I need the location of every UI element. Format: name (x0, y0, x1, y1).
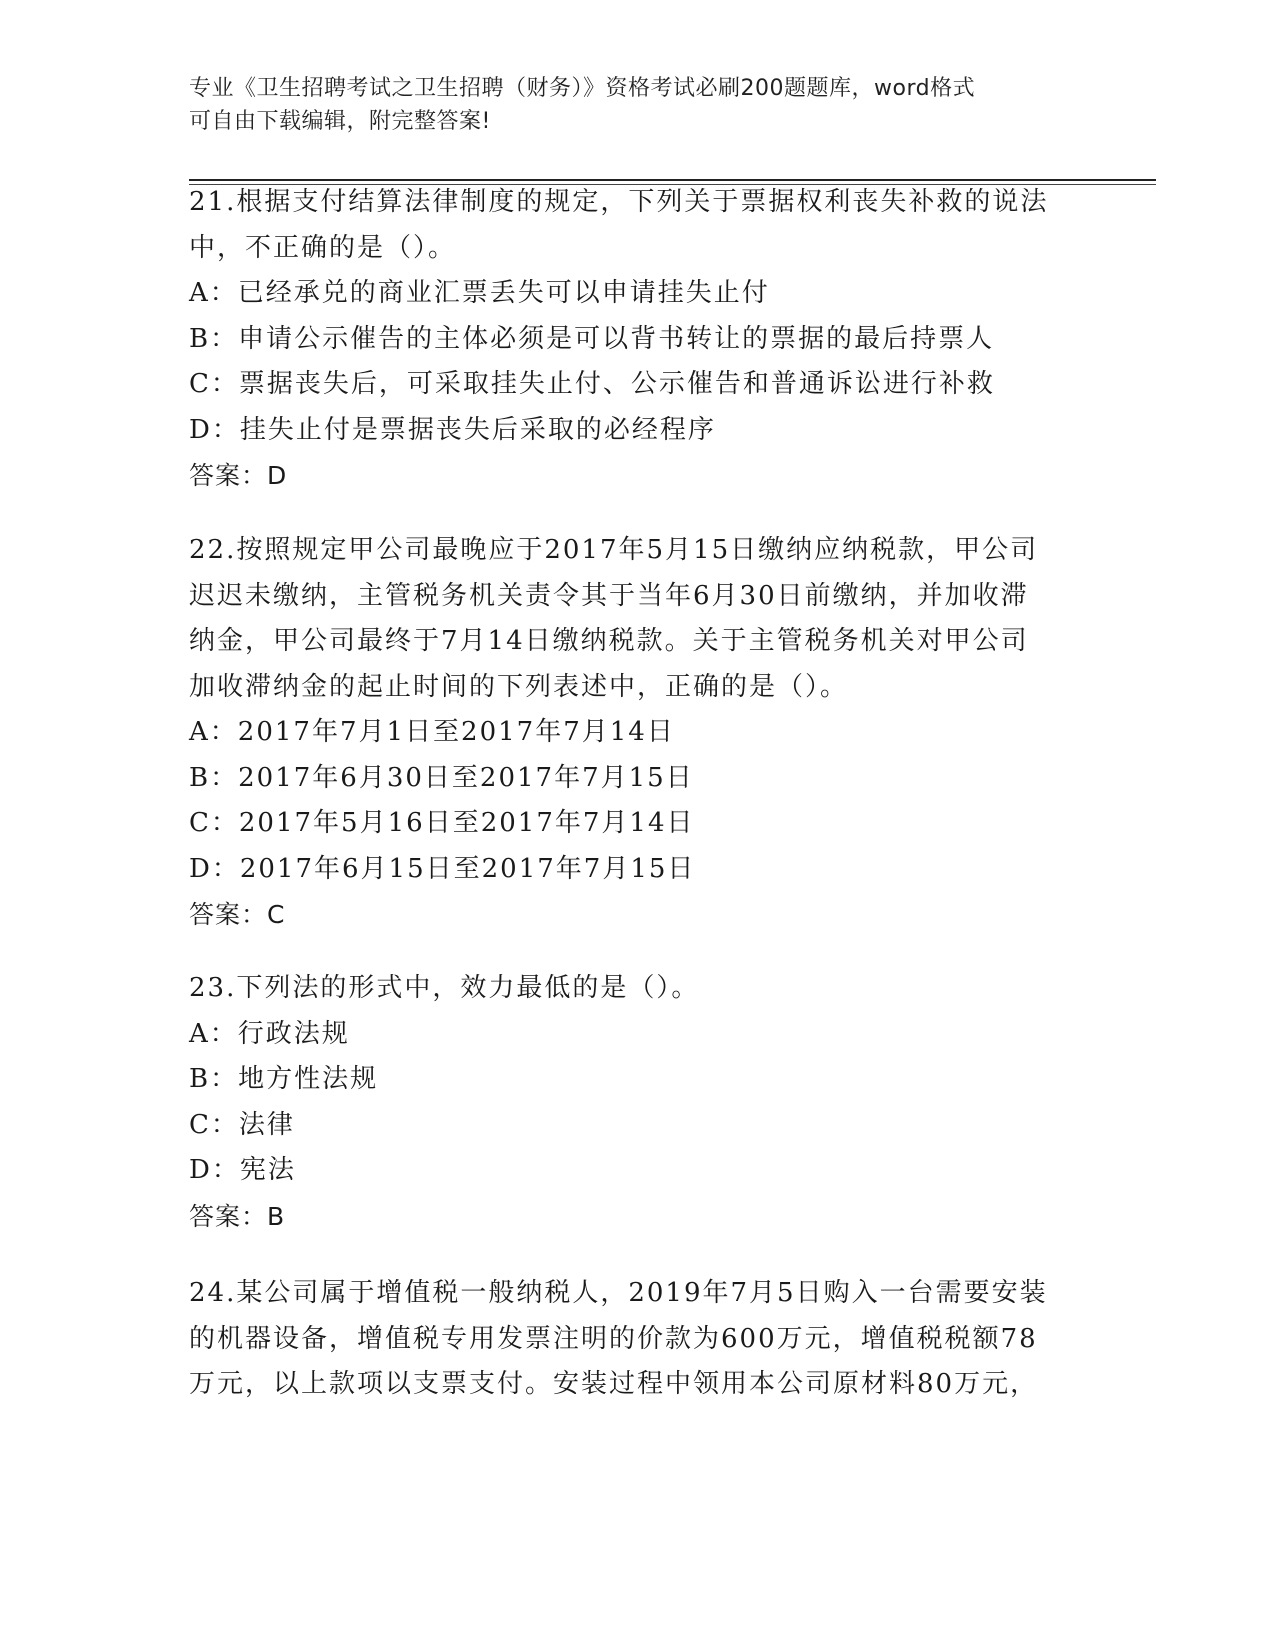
option-a: A：2017年7月1日至2017年7月14日 (189, 717, 675, 747)
answer: 答案：D (189, 461, 288, 490)
option-b: B：2017年6月30日至2017年7月15日 (189, 762, 694, 793)
option-a: A：行政法规 (189, 1018, 350, 1049)
option-d: D：2017年6月15日至2017年7月15日 (189, 853, 696, 884)
question-stem-line: 万元，以上款项以支票支付。安装过程中领用本公司原材料80万元， (189, 1369, 1039, 1399)
question-stem-line: 21.根据支付结算法律制度的规定，下列关于票据权利丧失补救的说法 (189, 187, 1049, 217)
question-stem-line: 中，不正确的是（）。 (189, 232, 457, 263)
option-c: C：票据丧失后，可采取挂失止付、公示催告和普通诉讼进行补救 (189, 369, 995, 399)
answer: 答案：C (189, 900, 286, 929)
question-stem-line: 纳金，甲公司最终于7月14日缴纳税款。关于主管税务机关对甲公司 (189, 626, 1029, 656)
question-23 (189, 966, 1089, 1239)
question-stem-line: 的机器设备，增值税专用发票注明的价款为600万元，增值税税额78 (189, 1323, 1038, 1354)
option-d: D：宪法 (189, 1155, 296, 1185)
question-stem-line: 迟迟未缴纳，主管税务机关责令其于当年6月30日前缴纳，并加收滞 (189, 580, 1029, 611)
question-21 (189, 180, 1089, 499)
header-line-2: 可自由下载编辑，附完整答案! (189, 109, 491, 134)
question-24 (189, 1271, 1089, 1408)
question-stem-line: 22.按照规定甲公司最晚应于2017年5月15日缴纳应纳税款，甲公司 (189, 535, 1039, 565)
option-b: B：申请公示催告的主体必须是可以背书转让的票据的最后持票人 (189, 323, 995, 354)
question-22 (189, 528, 1089, 938)
document-header (189, 72, 1069, 138)
option-c: C：法律 (189, 1109, 295, 1140)
question-stem-line: 加收滞纳金的起止时间的下列表述中，正确的是（）。 (189, 671, 849, 702)
question-stem-line: 23.下列法的形式中，效力最低的是（）。 (189, 973, 700, 1003)
option-d: D：挂失止付是票据丧失后采取的必经程序 (189, 414, 716, 445)
option-c: C：2017年5月16日至2017年7月14日 (189, 808, 695, 838)
option-b: B：地方性法规 (189, 1064, 379, 1094)
option-a: A：已经承兑的商业汇票丢失可以申请挂失止付 (189, 278, 770, 308)
header-line-1: 专业《卫生招聘考试之卫生招聘（财务）》资格考试必刷200题题库，word格式 (189, 76, 976, 101)
question-stem-line: 24.某公司属于增值税一般纳税人，2019年7月5日购入一台需要安装 (189, 1278, 1048, 1308)
answer: 答案：B (189, 1201, 286, 1231)
